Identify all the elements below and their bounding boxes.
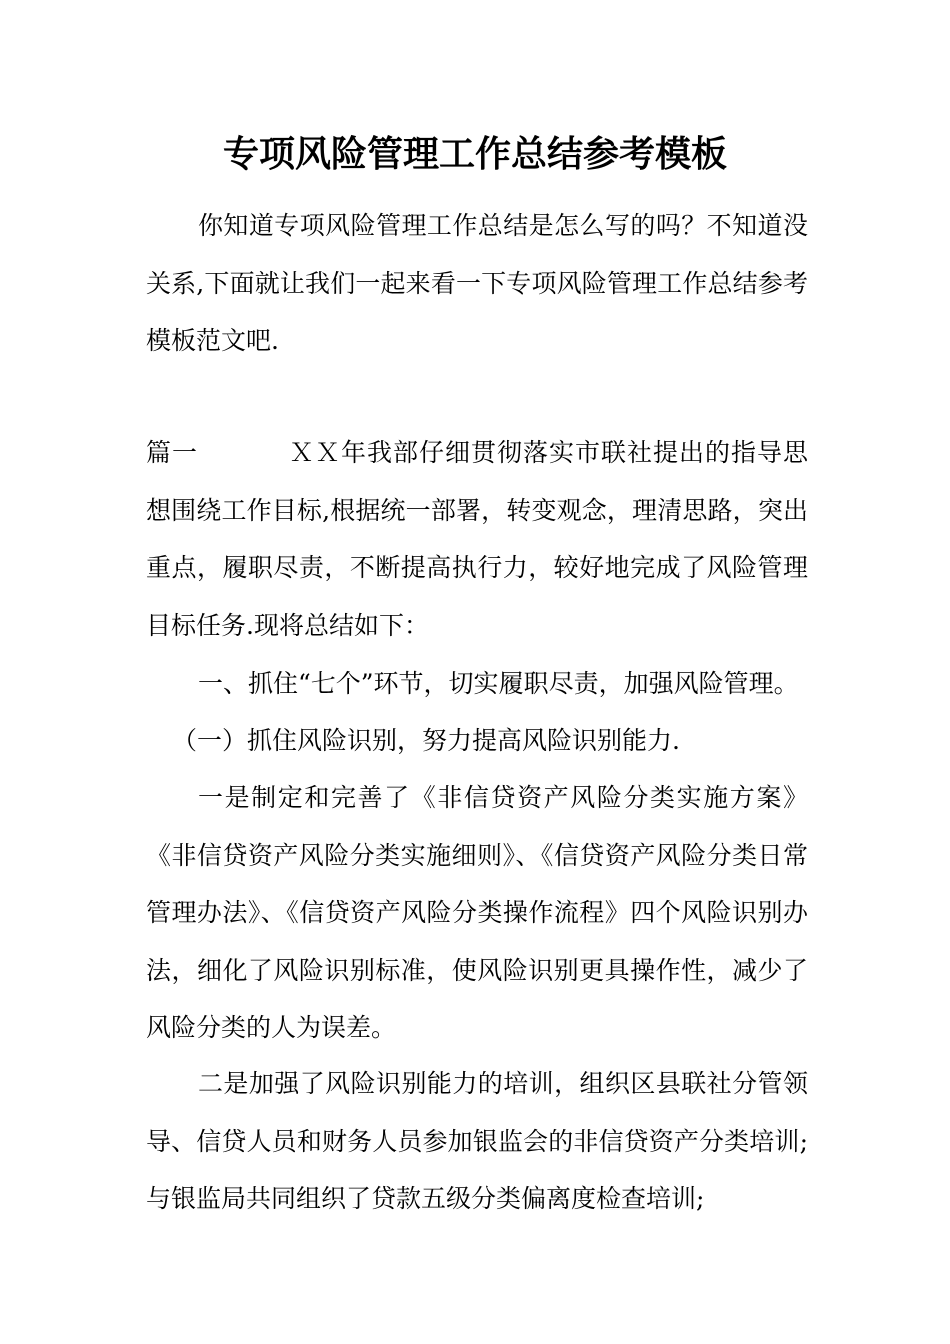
intro-paragraph: 你知道专项风险管理工作总结是怎么写的吗？不知道没关系,下面就让我们一起来看一下专项风险管理工作总结参考模板范文吧.	[146, 211, 808, 355]
point-two-paragraph: 二是加强了风险识别能力的培训，组织区县联社分管领导、信贷人员和财务人员参加银监会的非信贷资产分类培训;与银监局共同组织了贷款五级分类偏离度检查培训;	[146, 1069, 808, 1213]
point-one-paragraph: 一是制定和完善了《非信贷资产风险分类实施方案》《非信贷资产风险分类实施细则》、《信贷资产风险分类日常管理办法》、《信贷资产风险分类操作流程》四个风险识别办法，细化了风险识别标准，使风险识别更具操作性，减少了风险分类的人为误差。	[146, 783, 808, 1042]
section-one-paragraph	[146, 424, 808, 654]
section-one-text: ＸＸ年我部仔细贯彻落实市联社提出的指导思想围绕工作目标,根据统一部署，转变观念，理清思路，突出重点，履职尽责，不断提高执行力，较好地完成了风险管理目标任务.现将总结如下：	[146, 438, 808, 640]
subheading-one: （一）抓住风险识别，努力提高风险识别能力.	[172, 726, 680, 755]
document-title: 专项风险管理工作总结参考模板	[222, 133, 727, 175]
section-label: 篇一	[146, 438, 198, 467]
heading-one: 一、抓住“七个”环节，切实履职尽责，加强风险管理。	[198, 669, 799, 698]
